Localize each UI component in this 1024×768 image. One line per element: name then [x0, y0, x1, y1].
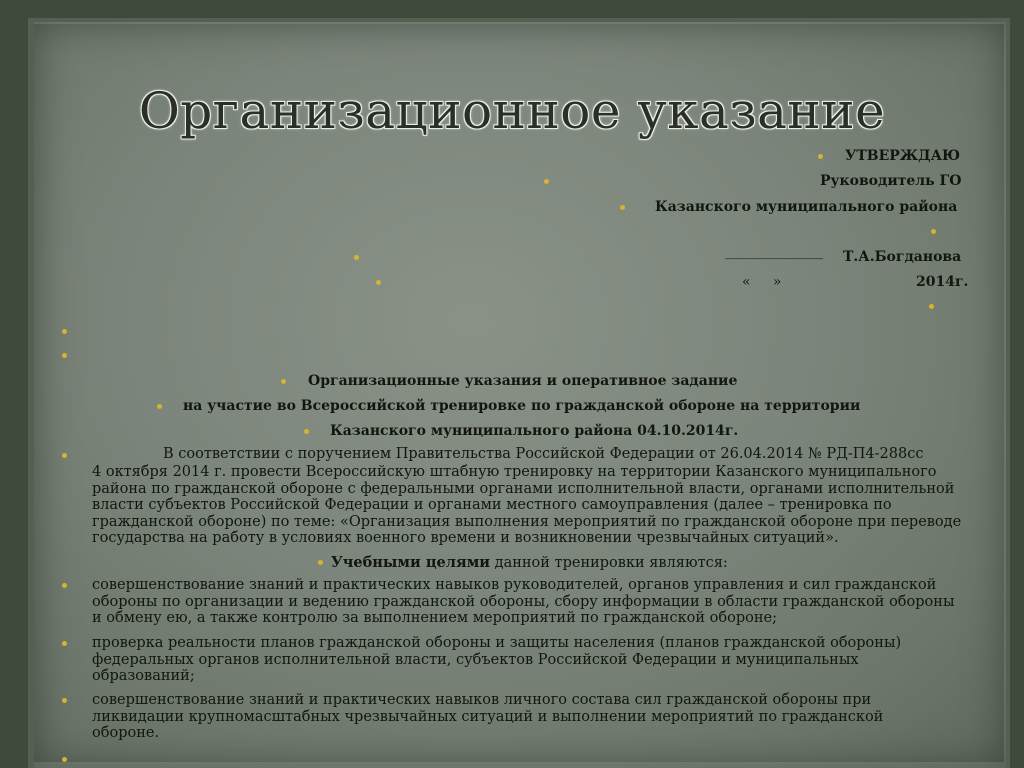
approver-position: Руководитель ГО — [820, 173, 962, 189]
heading-line-2: на участие во Всероссийской тренировке по гражданской обороне на территории — [183, 398, 861, 414]
bullet-icon — [62, 583, 67, 588]
bullet-icon — [62, 329, 67, 334]
goals-rest: данной тренировки являются: — [490, 555, 728, 571]
approve-label: УТВЕРЖДАЮ — [845, 148, 961, 164]
goals-bold: Учебными целями — [331, 554, 491, 571]
bullet-icon — [281, 379, 286, 384]
bullet-icon — [931, 229, 936, 234]
bullet-icon — [157, 404, 162, 409]
bullet-icon — [818, 154, 823, 159]
heading-line-1: Организационные указания и оперативное задание — [308, 373, 738, 389]
goals-line — [331, 554, 728, 572]
bullet-icon — [62, 641, 67, 646]
intro-paragraph: 4 октября 2014 г. провести Всероссийскую штабную тренировку на территории Казанского муниципального района по гражданской обороне с федеральными органами исполнительной власти, органами исполнительной власти субъектов Российской Федерации и органами местного самоуправления (далее – тренировка по гражданской обороне) по теме: «Организация выполнения мероприятий по гражданской обороне при переводе государства на работу в условиях военного времени и возникновении чрезвычайных ситуаций». — [92, 464, 962, 546]
intro-first-line: В соответствии с поручением Правительства Российской Федерации от 26.04.2014 № РД-П4-288сс — [163, 446, 924, 462]
goal-item-2: проверка реальности планов гражданской обороны и защиты населения (планов гражданской обороны) федеральных органов исполнительной власти, субъектов Российской Федерации и муниципальных образований; — [92, 635, 902, 684]
bullet-icon — [929, 304, 934, 309]
bullet-icon — [62, 353, 67, 358]
approver-district: Казанского муниципального района — [655, 199, 958, 215]
heading-line-3: Казанского муниципального района 04.10.2014г. — [330, 423, 739, 439]
bullet-icon — [62, 698, 67, 703]
goal-item-1: совершенствование знаний и практических навыков руководителей, органов управления и сил гражданской обороны по организации и ведению гражданской обороны, сбору информации в области гражданской обороны и обмену ею, а также контролю за выполнением мероприятий по гражданской обороне; — [92, 577, 955, 626]
bullet-icon — [304, 429, 309, 434]
bullet-icon — [354, 255, 359, 260]
signature-line: ______________ — [725, 244, 823, 260]
bullet-icon — [62, 757, 67, 762]
bullet-icon — [318, 560, 323, 565]
approval-year: 2014г. — [916, 274, 969, 290]
bullet-icon — [376, 280, 381, 285]
goal-item-3: совершенствование знаний и практических навыков личного состава сил гражданской обороны при ликвидации крупномасштабных чрезвычайных ситуаций и выполнении мероприятий по гражданской обороне. — [92, 692, 884, 741]
date-quotes: « » — [742, 274, 782, 290]
signer-name: Т.А.Богданова — [843, 249, 962, 265]
bullet-icon — [620, 205, 625, 210]
bullet-icon — [544, 179, 549, 184]
bullet-icon — [62, 453, 67, 458]
slide-title: Организационное указание — [138, 82, 886, 140]
